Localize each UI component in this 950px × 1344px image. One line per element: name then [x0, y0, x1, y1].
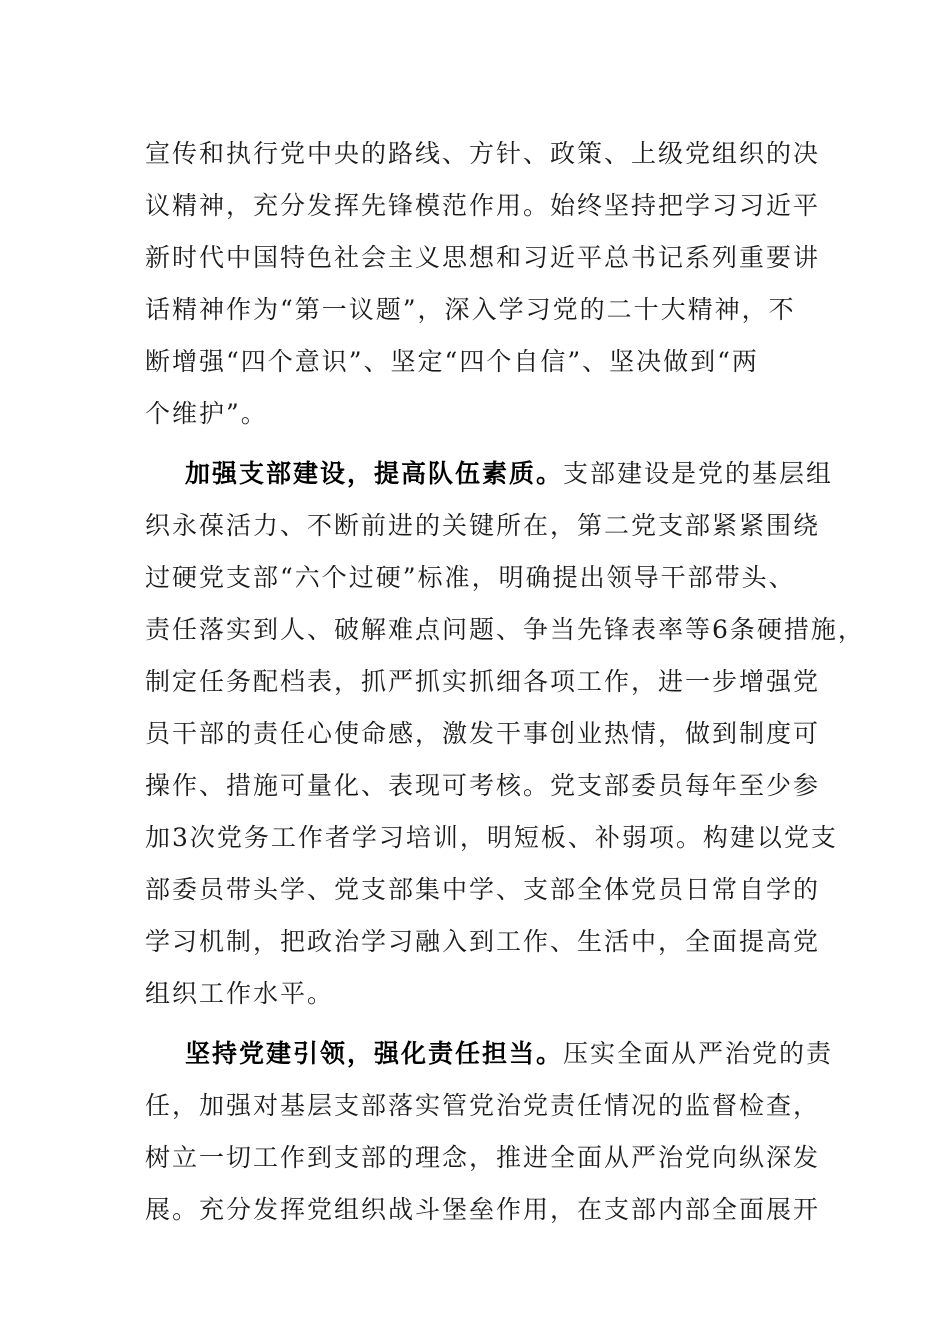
text-line: 个维护”。 — [145, 399, 268, 428]
text-line: 员干部的责任心使命感，激发干事创业热情，做到制度可 — [145, 719, 821, 748]
paragraph-2 — [145, 448, 865, 1020]
text-line: 织永葆活力、不断前进的关键所在，第二党支部紧紧围绕 — [145, 511, 821, 540]
text-line: 宣传和执行党中央的路线、方针、政策、上级党组织的决 — [145, 139, 821, 168]
text-line: 展。充分发挥党组织战斗堡垒作用，在支部内部全面展开 — [145, 1195, 821, 1224]
paragraph-3 — [145, 1028, 834, 1236]
text-line-first — [145, 1028, 834, 1080]
text-line: 任，加强对基层支部落实管党治党责任情况的监督检查， — [145, 1091, 821, 1120]
text-run: 压实全面从严治党的责 — [563, 1039, 834, 1068]
text-line: 加3次党务工作者学习培训，明短板、补弱项。构建以党支 — [145, 823, 838, 852]
text-line: 学习机制，把政治学习融入到工作、生活中，全面提高党 — [145, 927, 821, 956]
paragraph-heading: 坚持党建引领，强化责任担当。 — [185, 1039, 564, 1068]
text-line: 断增强“四个意识”、坚定“四个自信”、坚决做到“两 — [145, 347, 759, 376]
text-line: 议精神，充分发挥先锋模范作用。始终坚持把学习习近平 — [145, 191, 821, 220]
paragraph-heading: 加强支部建设，提高队伍素质。 — [185, 459, 564, 488]
text-line: 新时代中国特色社会主义思想和习近平总书记系列重要讲 — [145, 243, 821, 272]
text-line-first — [145, 448, 834, 500]
text-line: 过硬党支部“六个过硬”标准，明确提出领导干部带头、 — [145, 563, 796, 592]
text-line: 制定任务配档表，抓严抓实抓细各项工作，进一步增强党 — [145, 667, 821, 696]
paragraph-1 — [145, 128, 820, 440]
text-line: 操作、措施可量化、表现可考核。党支部委员每年至少参 — [145, 771, 821, 800]
text-run: 支部建设是党的基层组 — [563, 459, 834, 488]
text-line: 组织工作水平。 — [145, 979, 335, 1008]
text-line: 话精神作为“第一议题”，深入学习党的二十大精神，不 — [145, 295, 796, 324]
document-body — [145, 128, 865, 1244]
text-line: 责任落实到人、破解难点问题、争当先锋表率等6条硬措施， — [145, 615, 865, 644]
text-line: 树立一切工作到支部的理念，推进全面从严治党向纵深发 — [145, 1143, 821, 1172]
text-line: 部委员带头学、党支部集中学、支部全体党员日常自学的 — [145, 875, 821, 904]
